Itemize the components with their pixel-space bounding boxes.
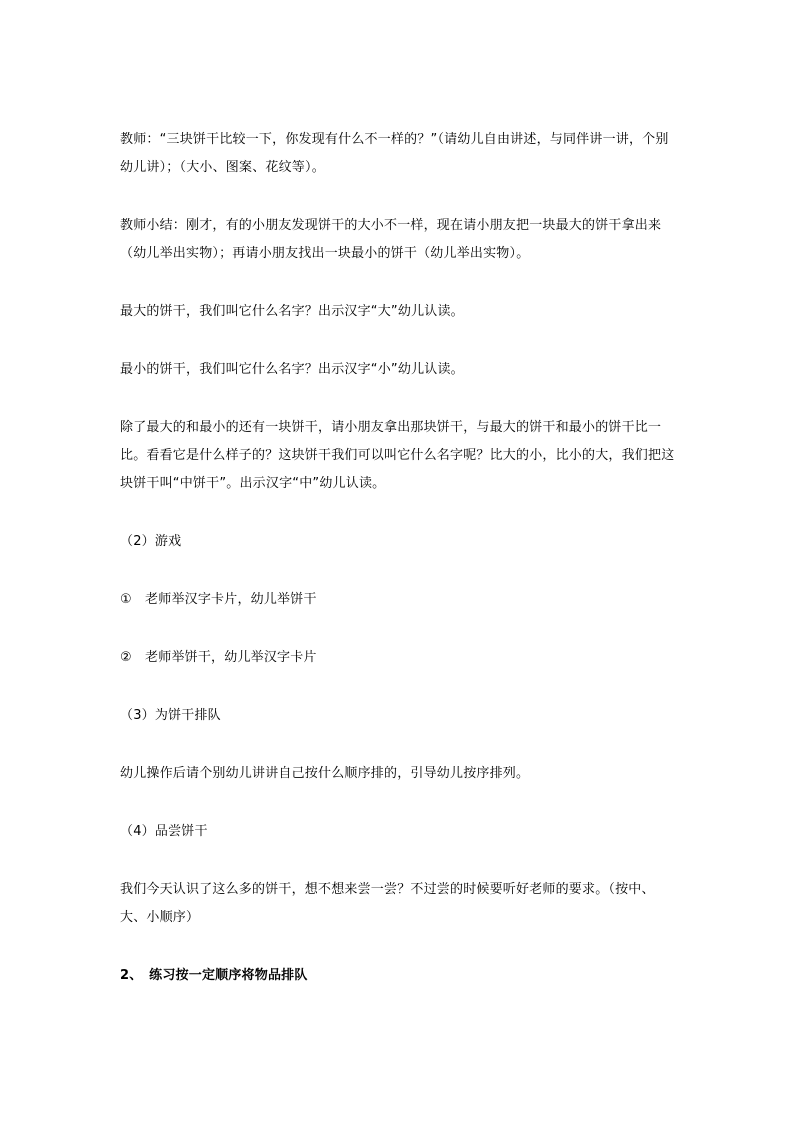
section-heading-line-up: （3）为饼干排队	[120, 708, 221, 723]
paragraph-biggest-cookie: 最大的饼干，我们叫它什么名字？出示汉字“大”幼儿认读。	[120, 304, 464, 319]
paragraph-teacher-summary: 教师小结：刚才，有的小朋友发现饼干的大小不一样，现在请小朋友把一块最大的饼干拿出来（幼儿举出实物）；再请小朋友找出一块最小的饼干（幼儿举出实物）。	[120, 218, 662, 261]
paragraph-tasting: 我们今天认识了这么多的饼干，想不想来尝一尝？不过尝的时候要听好老师的要求。（按中、大、小顺序）	[120, 882, 655, 925]
paragraph-middle-cookie: 除了最大的和最小的还有一块饼干，请小朋友拿出那块饼干，与最大的饼干和最小的饼干比一比。看看它是什么样子的？这块饼干我们可以叫它什么名字呢？比大的小，比小的大，我们把这块饼干叫“中饼干”。出示汉字“中”幼儿认读。	[120, 420, 675, 491]
paragraph-teacher-question: 教师：“三块饼干比较一下，你发现有什么不一样的？”（请幼儿自由讲述，与同伴讲一讲，个别幼儿讲）；（大小、图案、花纹等）。	[120, 132, 669, 175]
section-heading-practice: 2、 练习按一定顺序将物品排队	[120, 968, 308, 983]
list-item-game-1: ① 老师举汉字卡片，幼儿举饼干	[120, 592, 317, 607]
section-heading-game: （2）游戏	[120, 534, 182, 549]
list-item-game-2: ② 老师举饼干，幼儿举汉字卡片	[120, 650, 317, 665]
document-body	[120, 126, 680, 990]
section-heading-tasting: （4）品尝饼干	[120, 824, 208, 839]
paragraph-smallest-cookie: 最小的饼干，我们叫它什么名字？出示汉字“小”幼儿认读。	[120, 362, 464, 377]
paragraph-line-up: 幼儿操作后请个别幼儿讲讲自己按什么顺序排的，引导幼儿按序排列。	[120, 766, 530, 781]
